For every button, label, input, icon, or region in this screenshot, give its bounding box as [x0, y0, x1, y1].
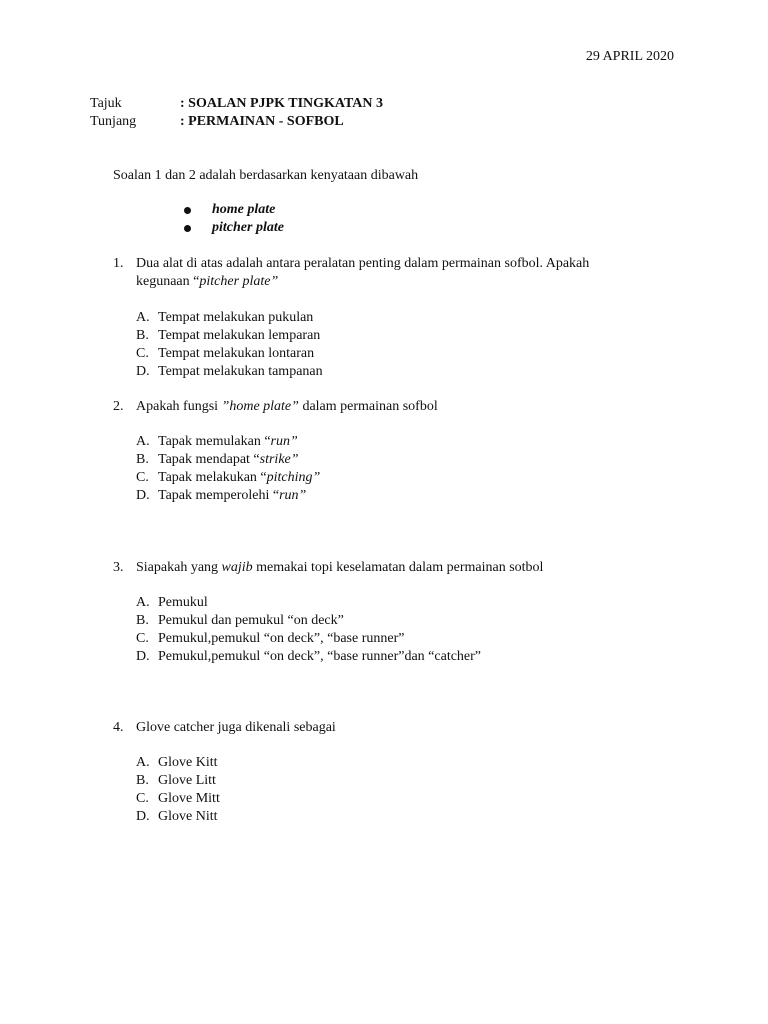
bullet-item	[180, 219, 284, 237]
bullet-dot-icon	[184, 207, 191, 214]
question-text-pre: kegunaan “	[136, 274, 200, 289]
option-text: Glove Kitt	[158, 755, 218, 770]
question-3-options	[136, 594, 481, 666]
option-text: Tapak memulakan “	[158, 434, 271, 449]
option-letter: D.	[136, 488, 150, 503]
question-number: 4.	[113, 720, 124, 735]
option-text: Pemukul dan pemukul “on deck”	[158, 613, 344, 628]
question-2-options	[136, 433, 320, 505]
answer-option	[136, 487, 320, 505]
question-1-line-1	[113, 255, 589, 273]
option-text: Tempat melakukan lontaran	[158, 346, 315, 361]
question-3	[113, 559, 543, 577]
option-text: Pemukul	[158, 595, 208, 610]
question-text: Dua alat di atas adalah antara peralatan penting dalam permainan sofbol. Apakah	[136, 256, 590, 271]
option-text-emphasis: run”	[279, 488, 307, 503]
answer-option	[136, 630, 481, 648]
option-text: Tempat melakukan lemparan	[158, 328, 321, 343]
option-text: Glove Mitt	[158, 791, 220, 806]
answer-option	[136, 612, 481, 630]
bullet-dot-icon	[184, 225, 191, 232]
answer-option	[136, 309, 323, 327]
option-text: Glove Nitt	[158, 809, 218, 824]
tunjang-value: : PERMAINAN - SOFBOL	[180, 114, 344, 129]
answer-option	[136, 451, 320, 469]
question-text-pre: Siapakah yang	[136, 560, 222, 575]
answer-option	[136, 363, 323, 381]
question-text-emphasis: pitcher plate	[199, 274, 271, 289]
question-4	[113, 719, 336, 737]
tajuk-value: : SOALAN PJPK TINGKATAN 3	[180, 96, 384, 111]
option-letter: C.	[136, 631, 149, 646]
option-text-emphasis: strike”	[259, 452, 299, 467]
answer-option	[136, 648, 481, 666]
answer-option	[136, 594, 481, 612]
answer-option	[136, 327, 323, 345]
option-letter: C.	[136, 346, 149, 361]
question-1	[113, 255, 589, 291]
answer-option	[136, 772, 220, 790]
question-4-options	[136, 754, 220, 826]
bullet-text: home plate	[212, 202, 276, 217]
option-text: Tapak mendapat “	[158, 452, 260, 467]
bullet-text: pitcher plate	[212, 220, 284, 235]
option-text: Pemukul,pemukul “on deck”, “base runner”	[158, 631, 405, 646]
option-letter: B.	[136, 452, 149, 467]
question-text-emphasis: ”home plate”	[221, 399, 299, 414]
question-1-line-2	[113, 273, 589, 291]
question-text-post: memakai topi keselamatan dalam permainan sotbol	[252, 560, 544, 575]
option-text: Pemukul,pemukul “on deck”, “base runner”dan “catcher”	[158, 649, 482, 664]
option-letter: D.	[136, 809, 150, 824]
tajuk-label: Tajuk	[90, 96, 122, 111]
option-letter: B.	[136, 613, 149, 628]
answer-option	[136, 469, 320, 487]
option-text: Glove Litt	[158, 773, 216, 788]
bullet-item	[180, 201, 284, 219]
question-2	[113, 398, 438, 416]
intro-statement: Soalan 1 dan 2 adalah berdasarkan kenyataan dibawah	[113, 168, 419, 183]
option-letter: A.	[136, 310, 150, 325]
option-text-emphasis: run”	[270, 434, 298, 449]
tunjang-label: Tunjang	[90, 114, 137, 129]
answer-option	[136, 754, 220, 772]
option-text: Tapak melakukan “	[158, 470, 267, 485]
question-text: Glove catcher juga dikenali sebagai	[136, 720, 336, 735]
question-text-emphasis: wajib	[221, 560, 253, 575]
answer-option	[136, 790, 220, 808]
option-text: Tempat melakukan pukulan	[158, 310, 314, 325]
option-letter: D.	[136, 364, 150, 379]
question-number: 1.	[113, 256, 124, 271]
option-letter: A.	[136, 595, 150, 610]
question-number: 2.	[113, 399, 124, 414]
option-letter: B.	[136, 773, 149, 788]
answer-option	[136, 433, 320, 451]
option-letter: A.	[136, 755, 150, 770]
question-text-post: ”	[270, 274, 279, 289]
question-number: 3.	[113, 560, 124, 575]
option-text: Tapak memperolehi “	[158, 488, 280, 503]
question-1-options	[136, 309, 323, 381]
option-letter: A.	[136, 434, 150, 449]
question-text-post: dalam permainan sofbol	[298, 399, 438, 414]
option-letter: B.	[136, 328, 149, 343]
question-text-pre: Apakah fungsi	[136, 399, 222, 414]
answer-option	[136, 345, 323, 363]
option-text: Tempat melakukan tampanan	[158, 364, 323, 379]
statement-bullet-list	[180, 201, 284, 237]
option-letter: D.	[136, 649, 150, 664]
option-letter: C.	[136, 791, 149, 806]
option-letter: C.	[136, 470, 149, 485]
option-text-emphasis: pitching”	[266, 470, 321, 485]
document-date: 29 APRIL 2020	[585, 49, 674, 64]
answer-option	[136, 808, 220, 826]
